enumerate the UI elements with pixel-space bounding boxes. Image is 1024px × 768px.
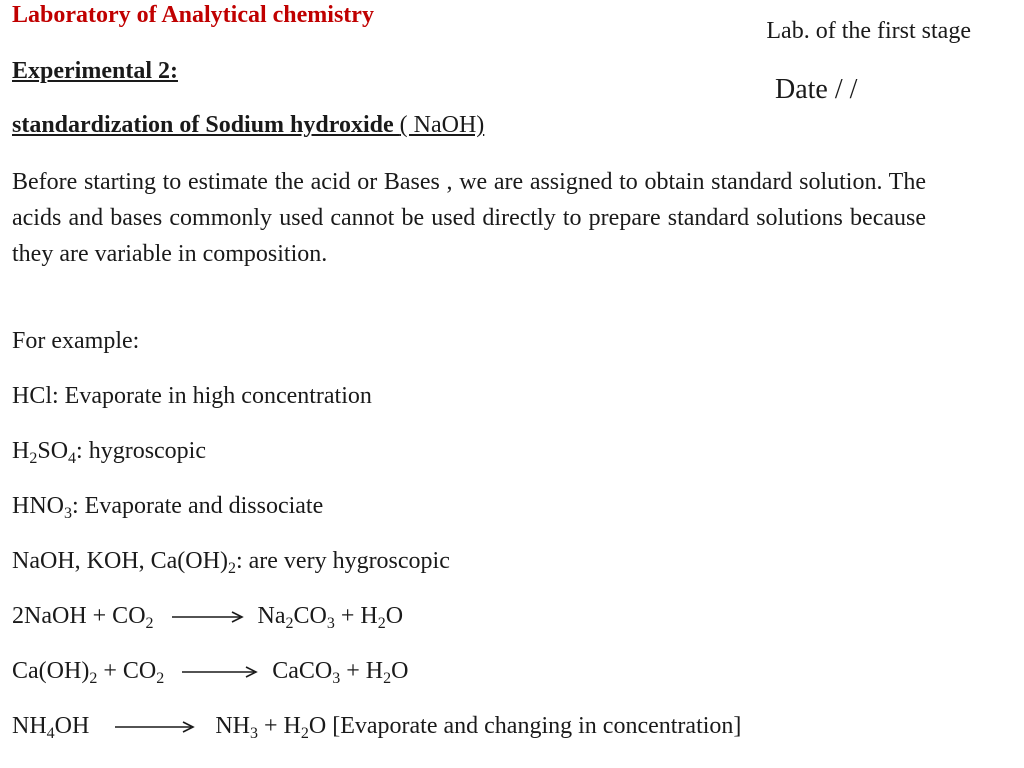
topic-title-formula: ( NaOH) bbox=[399, 112, 485, 138]
nh4oh-note: [Evaporate and changing in concentration] bbox=[326, 713, 742, 739]
reaction-arrow-icon bbox=[182, 665, 258, 679]
intro-paragraph: Before starting to estimate the acid or Bases , we are assigned to obtain standard solution. The acids and bases commonly used cannot be used directly to prepare standard solutions because they are variable in composition. bbox=[12, 169, 926, 267]
h2so4-line: $H_2SO_4$: hygroscopic bbox=[12, 438, 207, 467]
h2so4-desc: : hygroscopic bbox=[76, 438, 207, 464]
example-heading: For example: bbox=[12, 328, 140, 354]
experiment-title: Experimental 2: bbox=[12, 58, 178, 84]
reaction-naoh-co2: 2NaOH + $CO_2$ $Na_2CO_3 + H_2O$ bbox=[12, 603, 404, 632]
bases-desc: : are very hygroscopic bbox=[235, 548, 450, 574]
reaction-nh4oh: $NH_4OH$ $NH_3 + H_2O$ [Evaporate and changing in concentration] bbox=[12, 713, 742, 742]
hno3-line: $HNO_3$: Evaporate and dissociate bbox=[12, 493, 324, 522]
reaction-arrow-icon bbox=[115, 720, 195, 734]
stage-label: Lab. of the first stage bbox=[766, 18, 971, 44]
lab-title: Laboratory of Analytical chemistry bbox=[12, 2, 374, 28]
reaction-caoh2-co2: $Ca(OH)_2 + CO_2$ CaCO$_3$ + $H_2O$ bbox=[12, 658, 409, 687]
bases-line: NaOH, KOH, $Ca(OH)_2$: are very hygroscopic bbox=[12, 548, 450, 577]
topic-title-bold: standardization of Sodium hydroxide bbox=[12, 112, 400, 138]
hcl-line: HCl: Evaporate in high concentration bbox=[12, 383, 372, 409]
topic-title bbox=[12, 112, 484, 139]
reaction-arrow-icon bbox=[172, 610, 244, 624]
date-label: Date / / bbox=[775, 74, 858, 105]
hno3-desc: : Evaporate and dissociate bbox=[72, 493, 324, 519]
